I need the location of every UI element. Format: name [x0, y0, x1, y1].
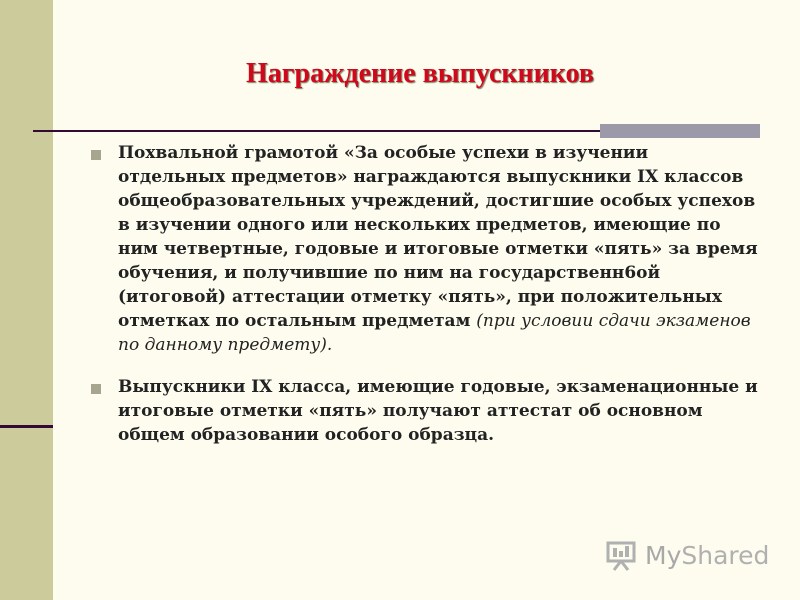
bullet-text: Похвальной грамотой «За особые успехи в изучении отдельных предметов» награждаются выпускники IX классов общеобразовательных учреждений, достигшие особых успехов в изучении одного или нескольких предметов, имеющие по ним четвертные, годовые и итоговые отметки «пять» за время обучения, и получившие по ним на государственн6ой (итоговой) аттестации отметку «пять», при положительных отметках по остальным предметам [118, 143, 758, 331]
slide-title: Награждение выпускников [246, 58, 594, 89]
bullet-item [88, 141, 758, 357]
slide-content [88, 141, 758, 447]
logo-text-shared: Shared [681, 540, 770, 570]
bullet-italic-note: (при условии сдачи экзаменов по данному предмету). [118, 311, 751, 355]
title-divider-block [600, 124, 760, 138]
left-decorative-band [0, 0, 53, 600]
logo-text-my: My [645, 540, 682, 570]
left-accent-line [0, 425, 53, 428]
presentation-icon [605, 538, 639, 572]
square-bullet-icon [91, 384, 101, 394]
myshared-logo [605, 538, 769, 572]
bullet-text: Выпускники IX класса, имеющие годовые, экзаменационные и итоговые отметки «пять» получают аттестат об основном общем образовании особого образца. [118, 377, 758, 445]
bullet-item [88, 375, 758, 447]
square-bullet-icon [91, 150, 101, 160]
